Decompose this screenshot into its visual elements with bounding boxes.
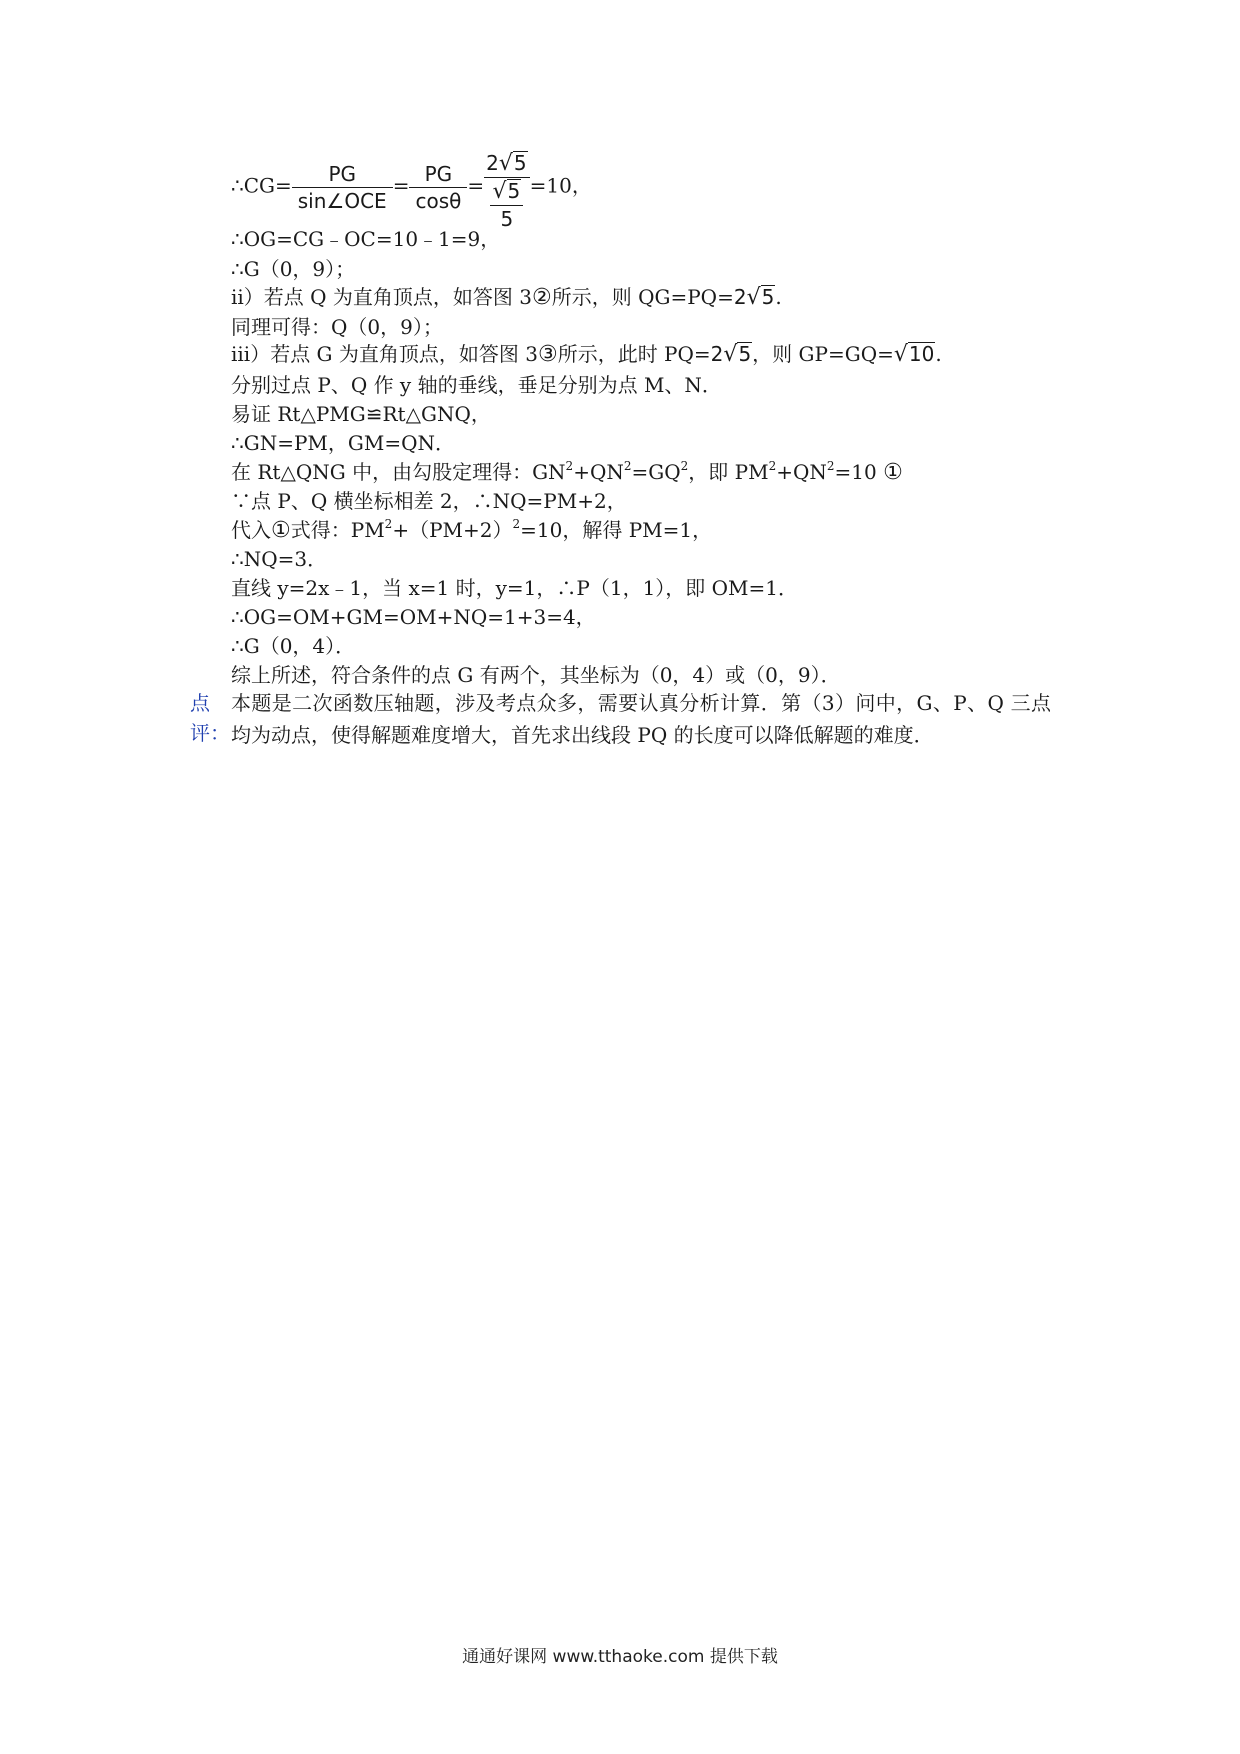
nested-fraction [490, 178, 523, 232]
nested-numerator [490, 178, 523, 206]
fraction-radicals [484, 150, 530, 232]
text-part: =GQ [631, 460, 681, 484]
equation-cg [231, 150, 592, 232]
radicand: 10 [908, 342, 935, 366]
result-g-04: ∴G（0，4）． [231, 634, 356, 658]
same-reasoning: 同理可得：Q（0，9）； [231, 315, 443, 339]
og-sum-step: ∴OG=OM+GM=OM+NQ=1+3=4， [231, 605, 596, 629]
exponent: 2 [565, 459, 574, 473]
radical-sign: √ [746, 285, 761, 310]
period: . [935, 342, 942, 366]
fraction-numerator: PG [409, 161, 467, 188]
case-text: 所示，此时 PQ= [557, 342, 711, 366]
fraction-denominator [484, 178, 530, 232]
radical-expression [894, 342, 935, 366]
exponent: 2 [826, 459, 835, 473]
circled-number: ① [271, 518, 291, 543]
text-part: +QN [776, 460, 827, 484]
equation-prefix: ∴CG= [231, 173, 292, 198]
text-part: 式得：PM [290, 518, 385, 542]
circled-number: ① [883, 460, 903, 485]
text-part: +QN [573, 460, 624, 484]
text-part: ，即 PM [688, 460, 769, 484]
comment-text: 本题是二次函数压轴题，涉及考点众多，需要认真分析计算．第（3）问中，G、P、Q 三点均为动点，使得解题难度增大，首先求出线段 PQ 的长度可以降低解题的难度． [231, 691, 1051, 747]
case-text: ，则 GP=GQ= [752, 342, 894, 366]
period: . [775, 285, 782, 309]
coefficient: 2 [733, 285, 747, 309]
congruence-step: 易证 Rt△PMG≌Rt△GNQ， [231, 402, 491, 426]
line-point-step: 直线 y=2x﹣1，当 x=1 时，y=1，∴P（1，1），即 OM=1． [231, 576, 799, 600]
text-part: =10 [834, 460, 884, 484]
coefficient: 2 [710, 342, 724, 366]
case-text: ii）若点 Q 为直角顶点，如答图 3 [231, 285, 532, 309]
equals-sign: = [392, 173, 410, 198]
radicand: 5 [761, 285, 775, 309]
radicand: 5 [507, 179, 521, 203]
comment-label-1: 点 [190, 691, 210, 715]
radical-expression [734, 285, 776, 309]
perpendicular-step: 分别过点 P、Q 作 y 轴的垂线，垂足分别为点 M、N． [231, 373, 722, 397]
fraction-numerator: PG [292, 161, 393, 188]
case-g-right-angle [231, 341, 942, 368]
circled-number: ③ [537, 342, 558, 367]
exponent: 2 [623, 459, 632, 473]
radical-sign: √ [893, 342, 908, 367]
substitution-step [231, 517, 712, 544]
radical-sign: √ [498, 151, 513, 176]
case-q-right-angle [231, 284, 782, 311]
nq-result: ∴NQ=3． [231, 547, 328, 571]
coefficient: 2 [486, 151, 499, 175]
radical-expression [711, 342, 753, 366]
equals-sign: = [467, 173, 485, 198]
fraction-numerator [484, 150, 530, 178]
text-part: =10，解得 PM=1， [520, 518, 713, 542]
exponent: 2 [384, 517, 393, 531]
result-g-09: ∴G（0，9）； [231, 257, 356, 281]
case-text: iii）若点 G 为直角顶点，如答图 3 [231, 342, 538, 366]
fraction-pg-cos [409, 161, 467, 214]
radical-sign: √ [492, 179, 507, 204]
text-part: 在 Rt△QNG 中，由勾股定理得：GN [231, 460, 566, 484]
radicand: 5 [738, 342, 752, 366]
exponent: 2 [680, 459, 689, 473]
circled-number: ② [532, 285, 552, 310]
fraction-pg-sin [292, 161, 393, 214]
exponent: 2 [512, 517, 521, 531]
equation-og: ∴OG=CG﹣OC=10﹣1=9， [231, 227, 501, 251]
text-part: 代入 [231, 518, 271, 542]
pythagorean-step [231, 459, 903, 486]
summary: 综上所述，符合条件的点 G 有两个，其坐标为（0，4）或（0，9）． [231, 663, 841, 687]
nested-denominator: 5 [500, 207, 514, 231]
fraction-denominator: cosθ [415, 188, 462, 213]
coordinate-difference-step: ∵点 P、Q 横坐标相差 2，∴NQ=PM+2， [231, 489, 627, 513]
page-footer: 通通好课网 www.tthaoke.com 提供下载 [462, 1647, 778, 1667]
radical-sign: √ [723, 342, 738, 367]
equal-sides-step: ∴GN=PM，GM=QN． [231, 431, 456, 455]
radicand: 5 [513, 151, 527, 175]
case-text: 所示，则 QG=PQ= [551, 285, 734, 309]
equation-suffix: =10， [529, 173, 592, 198]
text-part: +（PM+2） [392, 518, 513, 542]
comment-label-2: 评： [190, 721, 230, 745]
exponent: 2 [768, 459, 777, 473]
fraction-denominator: sin∠OCE [297, 188, 387, 213]
